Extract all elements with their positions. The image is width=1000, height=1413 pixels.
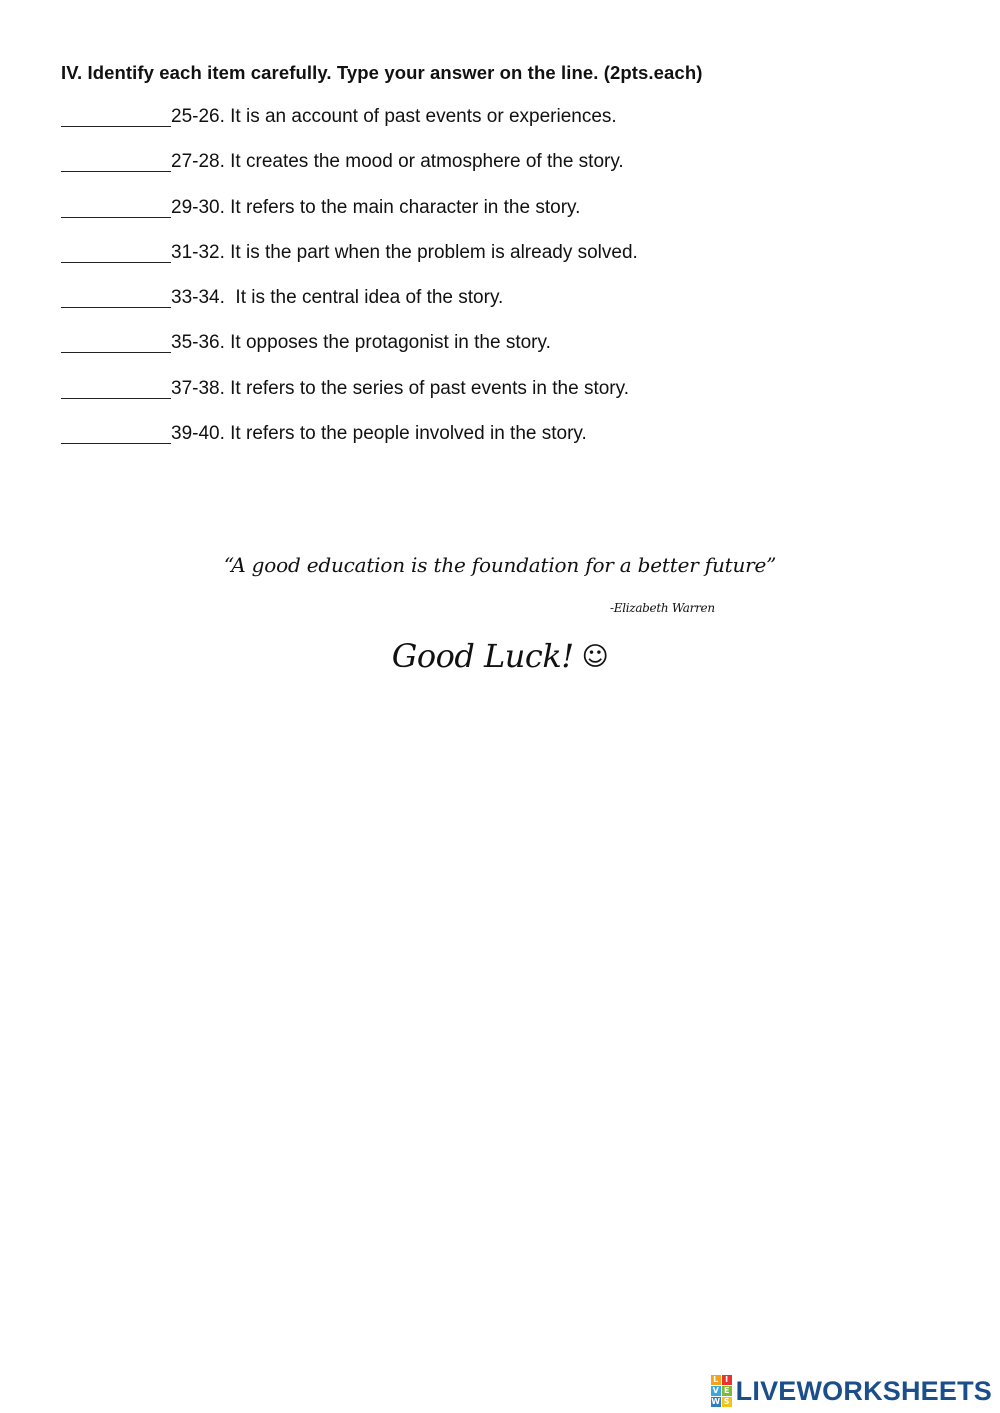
question-item (61, 240, 638, 285)
answer-blank-31-32[interactable] (61, 240, 171, 263)
question-text: 39-40. It refers to the people involved in the story. (171, 423, 587, 445)
question-item (61, 195, 638, 240)
answer-blank-39-40[interactable] (61, 421, 171, 444)
question-item (61, 149, 638, 194)
question-item (61, 104, 638, 149)
question-text: 37-38. It refers to the series of past events in the story. (171, 377, 629, 399)
question-text: 25-26. It is an account of past events or experiences. (171, 106, 617, 127)
question-list (61, 104, 638, 466)
logo-tile: V (712, 1386, 719, 1395)
answer-blank-27-28[interactable] (61, 149, 171, 172)
closing-text: Good Luck! (391, 637, 574, 675)
question-text: 31-32. It is the part when the problem is already solved. (171, 241, 638, 263)
quote-text: “A good education is the foundation for a better future” (223, 553, 777, 577)
logo-tile: E (722, 1386, 732, 1396)
answer-blank-25-26[interactable] (61, 104, 171, 127)
question-item (61, 376, 638, 421)
answer-blank-35-36[interactable] (61, 330, 171, 353)
logo-tile: I (722, 1375, 732, 1385)
section-title: IV. Identify each item carefully. Type your answer on the line. (2pts.each) (61, 62, 703, 83)
liveworksheets-brand (711, 1375, 992, 1407)
answer-blank-29-30[interactable] (61, 195, 171, 218)
logo-tile: L (711, 1375, 721, 1385)
answer-blank-37-38[interactable] (61, 376, 171, 399)
brand-name: LIVEWORKSHEETS (735, 1375, 992, 1406)
question-text: 33-34. It is the central idea of the story. (171, 287, 504, 309)
question-item (61, 421, 638, 466)
liveworksheets-logo-icon (711, 1375, 732, 1407)
question-item (61, 330, 638, 375)
answer-blank-33-34[interactable] (61, 285, 171, 308)
smiley-icon: ☺ (581, 642, 609, 672)
question-text: 35-36. It opposes the protagonist in the story. (171, 332, 551, 354)
closing-message (0, 637, 1000, 675)
question-item (61, 285, 638, 330)
question-text: 29-30. It refers to the main character in the story. (171, 196, 581, 218)
logo-tile: W (711, 1397, 721, 1406)
question-text: 27-28. It creates the mood or atmosphere of the story. (171, 151, 624, 173)
logo-tile: S (722, 1397, 732, 1407)
quote-author: -Elizabeth Warren (610, 601, 715, 615)
